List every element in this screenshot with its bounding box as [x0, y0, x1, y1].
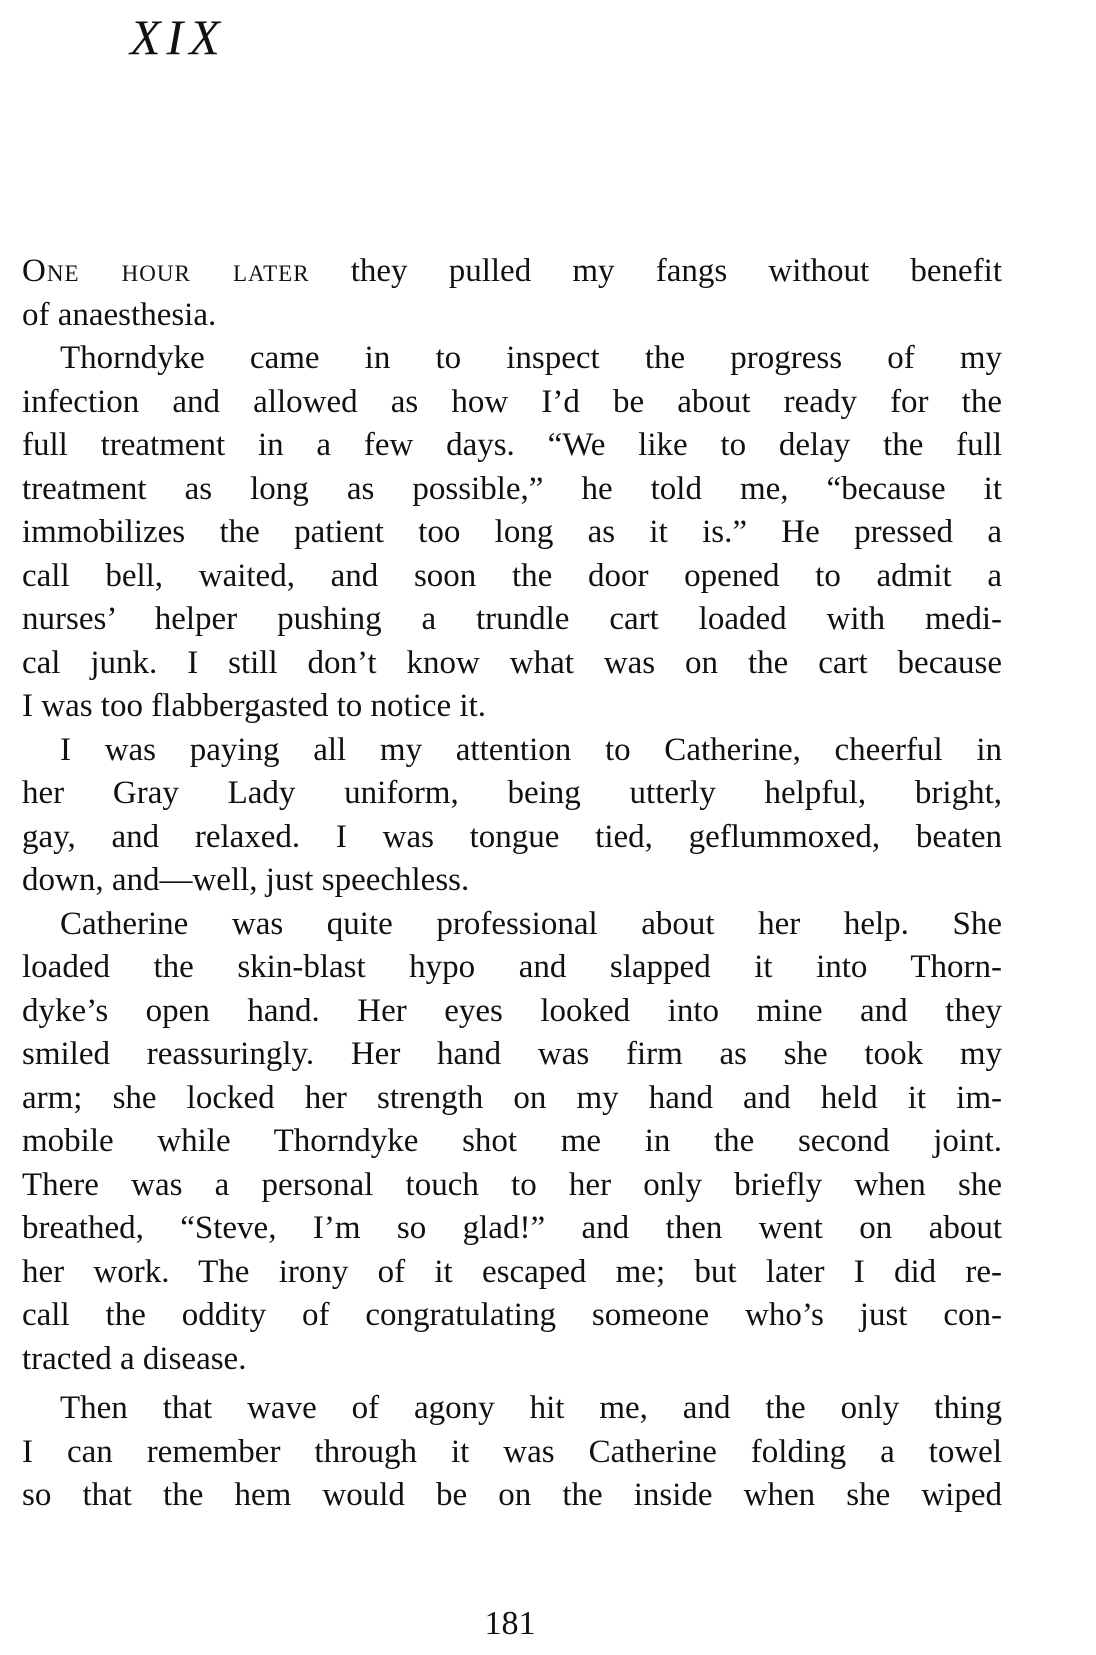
text-line: her work. The irony of it escaped me; but later I did re- [22, 1253, 1002, 1290]
text-line: Then that wave of agony hit me, and the only thing [60, 1390, 1002, 1426]
text-line: arm; she locked her strength on my hand and held it im- [22, 1079, 1002, 1116]
paragraph [22, 337, 1002, 729]
text-line: call the oddity of congratulating someone who’s just con- [22, 1297, 1002, 1333]
text-line: One hour later they pulled my fangs without benefit [22, 253, 1002, 289]
text-line: mobile while Thorndyke shot me in the second joint. [22, 1123, 1002, 1159]
text-line: loaded the skin-blast hypo and slapped it into Thorn- [22, 949, 1002, 985]
text-line: down, and—well, just speechless. [22, 862, 470, 898]
text-line: cal junk. I still don’t know what was on the cart because [22, 644, 1002, 681]
paragraph [22, 1387, 1002, 1518]
text-line: of anaesthesia. [22, 296, 217, 333]
text-line: I can remember through it was Catherine folding a towel [22, 1433, 1002, 1470]
text-line: nurses’ helper pushing a trundle cart loaded with medi- [22, 601, 1002, 637]
text-line: treatment as long as possible,” he told me, “because it [22, 470, 1002, 507]
text-line: infection and allowed as how I’d be about ready for the [22, 383, 1002, 420]
text-line: her Gray Lady uniform, being utterly helpful, bright, [22, 775, 1002, 811]
text-line: gay, and relaxed. I was tongue tied, geflummoxed, beaten [22, 818, 1002, 855]
paragraph [22, 250, 1002, 337]
text-line: breathed, “Steve, I’m so glad!” and then went on about [22, 1210, 1002, 1246]
paragraph [22, 903, 1002, 1382]
text-line: call bell, waited, and soon the door opened to admit a [22, 557, 1002, 594]
text-line: dyke’s open hand. Her eyes looked into mine and they [22, 992, 1002, 1029]
text-line: tracted a disease. [22, 1340, 247, 1377]
text-line: Thorndyke came in to inspect the progress of my [60, 340, 1002, 376]
text-line: Catherine was quite professional about her help. She [60, 905, 1002, 942]
text-line: immobilizes the patient too long as it is.” He pressed a [22, 514, 1002, 550]
small-caps-lead-in: One hour later [22, 253, 310, 289]
paragraph [22, 729, 1002, 903]
text-line: I was too flabbergasted to notice it. [22, 688, 487, 724]
body-text [22, 250, 1002, 1518]
page-number: 181 [484, 1605, 536, 1642]
text-line: I was paying all my attention to Catherine, cheerful in [60, 731, 1002, 768]
chapter-number: XIX [130, 9, 226, 65]
text-line: smiled reassuringly. Her hand was firm as she took my [22, 1036, 1002, 1072]
text-line: There was a personal touch to her only briefly when she [22, 1166, 1002, 1203]
text-line: so that the hem would be on the inside when she wiped [22, 1477, 1002, 1513]
text-line: full treatment in a few days. “We like to delay the full [22, 427, 1002, 463]
